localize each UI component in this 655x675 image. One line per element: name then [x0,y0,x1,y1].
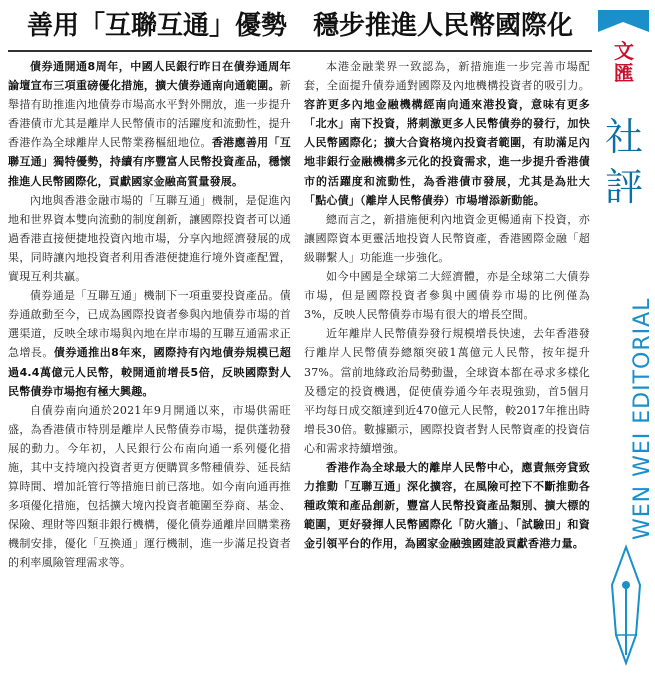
editorial-headline: 善用「互聯互通」優勢 穩步推進人民幣國際化 [26,11,573,41]
text-segment: 新舉措有助推進內地債券市場高水平對外開放，進一步提升香港債市尤其是離岸人民幣債市的活躍度和流動性，提升香港作為全球離岸人民幣業務樞紐地位。 [8,79,291,150]
bold-text-segment: 債券通推出8年來，國際持有內地債券規模已超過4.4萬億元人民幣，較開通前增長5倍，反映國際對人民幣債券市場抱有極大興趣。 [8,346,291,398]
paragraph [8,286,291,401]
brand-char-wen: 文 [614,39,634,63]
paragraph [304,324,590,458]
brand-char-wei: 匯 [614,61,634,85]
paragraph [304,57,590,210]
paragraph [304,267,590,324]
headline-rule [8,50,592,52]
article-column-2 [304,57,590,669]
paragraph [304,210,590,267]
editorial-sidebar [598,0,655,675]
bold-text-segment: 香港作為全球最大的離岸人民幣中心，應責無旁貸致力推動「互聯互通」深化擴容，在風險可控下不斷推動各種政策和產品創新，豐富人民幣投資產品類別、擴大標的範圍，更好發揮人民幣國際化「防火牆」、「試驗田」和資金引領平台的作用，為國家金融強國建設貢獻香港力量。 [304,460,590,551]
wen-wei-brand [604,40,644,84]
pen-nib-icon [606,545,646,665]
paragraph [8,57,291,191]
text-segment: 債券通是「互聯互通」機制下一項重要投資產品。債券通啟動至今，已成為國際投資者參與內地債券市場的首選渠道，反映全球市場與內地在岸市場的互聯互通需求正急增長。 [8,289,291,360]
editorial-label [600,112,648,212]
article-column-1 [8,57,291,669]
ribbon-arrow-icon [598,10,649,32]
editorial-char-ping: 評 [604,165,643,209]
editorial-char-she: 社 [604,115,643,159]
paragraph [304,458,590,553]
text-segment: 自債券南向通於2021年9月開通以來，市場供需旺盛，為香港債市特別是離岸人民幣債券市場，提供蓬勃發展的動力。今年初，人民銀行公布南向通一系列優化措施，其中支持境內投資者更方便購買多幣種債券、延長結算時間、增加託管行等措施日前已落地。如今南向通再推多項優化措施，包括擴大境內投資者範圍至券商、基金、保險、理財等四類非銀行機構，優化債券通離岸回購業務機制安排，優化「互換通」運行機制，進一步滿足投資者的利率風險管理需求等。 [8,403,291,570]
paragraph [8,191,291,286]
text-segment: 近年離岸人民幣債券發行規模增長快速，去年香港發行離岸人民幣債券總額突破1萬億元人民幣，按年提升37%。當前地緣政治局勢動盪，全球資本都在尋求多樣化及穩定的投資機遇，促使債券通今年表現強勁，首5個月平均每日成交額達到近470億元人民幣，較2017年推出時增長30倍。數據顯示，國際投資者對人民幣資產的投資信心和需求持續增強。 [304,327,590,455]
bold-text-segment: 容許更多內地金融機構經南向通來港投資，意味有更多「北水」南下投資，將刺激更多人民幣債券的發行，加快人民幣國際化；擴大合資格境內投資者範圍，有助滿足內地非銀行金融機構多元化的投資需求，進一步提升香港債市的活躍度和流動性，為香港債市發展，尤其是為壯大「點心債」（離岸人民幣債券）市場增添新動能。 [304,98,590,207]
wen-wei-editorial-text: WEN WEI EDITORIAL [630,297,655,540]
english-label-wrapper [608,210,655,550]
text-segment: 內地與香港金融市場的「互聯互通」機制，是促進內地和世界資本雙向流動的制度創新，讓國際投資者可以通過香港直接便捷地投資內地市場，分享內地經濟發展的成果，同時讓內地投資者利用香港便捷進行境外資產配置，實現互利共贏。 [8,193,291,284]
text-segment: 如今中國是全球第二大經濟體，亦是全球第二大債券市場，但是國際投資者參與中國債券市場的比例僅為3%，反映人民幣債券市場有很大的增長空間。 [304,270,590,322]
text-segment: 總而言之，新措施便利內地資金更暢通南下投資，亦讓國際資本更靈活地投資人民幣資產，香港國際金融「超級聯繫人」功能進一步強化。 [304,212,590,264]
text-segment: 本港金融業界一致認為，新措施進一步完善市場配套，全面提升債券通對國際及內地機構投資者的吸引力。 [304,60,590,93]
paragraph [8,401,291,573]
bold-text-segment: 債券通開通8周年，中國人民銀行昨日在債券通周年論壇宣布三項重磅優化措施，擴大債券通南向通範圍。 [8,60,291,93]
bold-text-segment: 香港應善用「互聯互通」獨特優勢，持續有序豐富人民幣投資產品，穩懷推進人民幣國際化，貢獻國家金融高質量發展。 [8,136,291,188]
